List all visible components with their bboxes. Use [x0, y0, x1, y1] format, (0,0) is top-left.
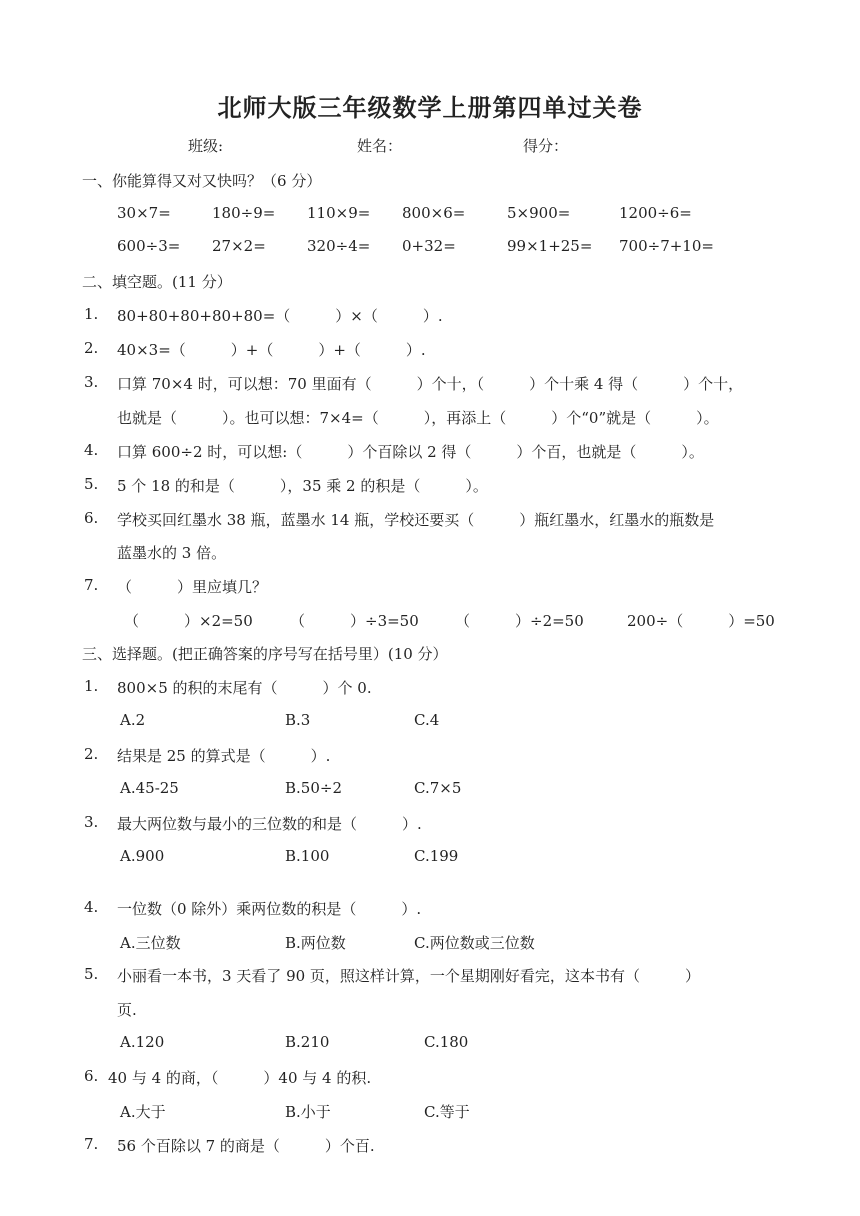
question-text-continued: 蓝墨水的 3 倍。	[117, 544, 227, 562]
question-number: 7.	[84, 1135, 99, 1153]
fill-item: （ ）÷2=50	[455, 612, 584, 630]
option-b: B.两位数	[285, 934, 346, 952]
question-number: 1.	[84, 305, 99, 323]
question-text: （ ）里应填几？	[117, 578, 268, 596]
option-b: B.50÷2	[285, 779, 342, 797]
question-text: 80+80+80+80+80=（ ）×（ ）.	[117, 307, 443, 325]
question-number: 1.	[84, 677, 99, 695]
option-c: C.等于	[424, 1103, 470, 1121]
section-2-heading: 二、填空题。(11 分）	[82, 273, 232, 291]
question-number: 7.	[84, 576, 99, 594]
question-number: 4.	[84, 441, 99, 459]
question-text: 结果是 25 的算式是（ ）.	[117, 747, 331, 765]
question-text: 56 个百除以 7 的商是（ ）个百.	[117, 1137, 375, 1155]
question-number: 3.	[84, 373, 99, 391]
name-label: 姓名：	[357, 137, 403, 155]
question-text: 学校买回红墨水 38 瓶，蓝墨水 14 瓶，学校还要买（ ）瓶红墨水，红墨水的瓶数是	[117, 511, 715, 529]
calc-item: 1200÷6=	[619, 204, 692, 222]
question-text: 40×3=（ ）+（ ）+（ ）.	[117, 341, 426, 359]
option-a: A.三位数	[120, 934, 181, 952]
fill-item: 200÷（ ）=50	[627, 612, 775, 630]
question-number: 2.	[84, 339, 99, 357]
calc-item: 600÷3=	[117, 237, 181, 255]
question-number: 6.	[84, 509, 99, 527]
question-number: 3.	[84, 813, 99, 831]
question-text: 40 与 4 的商，（ ）40 与 4 的积.	[108, 1069, 372, 1087]
question-text: 口算 70×4 时，可以想：70 里面有（ ）个十，（ ）个十乘 4 得（ ）个十，	[117, 375, 744, 393]
option-c: C.4	[414, 711, 440, 729]
option-b: B.小于	[285, 1103, 331, 1121]
option-c: C.199	[414, 847, 459, 865]
question-number: 4.	[84, 898, 99, 916]
question-text-continued: 页.	[117, 1001, 137, 1019]
calc-item: 99×1+25=	[507, 237, 593, 255]
question-text-continued: 也就是（ ）。也可以想：7×4=（ ），再添上（ ）个“0”就是（ ）。	[117, 409, 719, 427]
question-text: 口算 600÷2 时，可以想:（ ）个百除以 2 得（ ）个百，也就是（ ）。	[117, 443, 704, 461]
option-b: B.210	[285, 1033, 330, 1051]
calc-item: 800×6=	[402, 204, 466, 222]
option-a: A.2	[120, 711, 146, 729]
section-1-heading: 一、你能算得又对又快吗？（6 分）	[82, 172, 322, 190]
calc-item: 5×900=	[507, 204, 571, 222]
option-c: C.180	[424, 1033, 469, 1051]
fill-item: （ ）×2=50	[124, 612, 253, 630]
option-a: A.45-25	[120, 779, 179, 797]
question-text: 最大两位数与最小的三位数的和是（ ）.	[117, 815, 422, 833]
calc-item: 110×9=	[307, 204, 371, 222]
calc-item: 180÷9=	[212, 204, 276, 222]
question-text: 一位数（0 除外）乘两位数的积是（ ）.	[117, 900, 422, 918]
calc-item: 30×7=	[117, 204, 171, 222]
question-text: 800×5 的积的末尾有（ ）个 0.	[117, 679, 372, 697]
question-text: 5 个 18 的和是（ ），35 乘 2 的积是（ ）。	[117, 477, 488, 495]
fill-item: （ ）÷3=50	[290, 612, 419, 630]
option-b: B.3	[285, 711, 311, 729]
score-label: 得分：	[523, 137, 569, 155]
page-title: 北师大版三年级数学上册第四单过关卷	[217, 94, 643, 122]
section-3-heading: 三、选择题。(把正确答案的序号写在括号里）(10 分）	[82, 645, 448, 663]
calc-item: 0+32=	[402, 237, 456, 255]
question-number: 2.	[84, 745, 99, 763]
option-c: C.7×5	[414, 779, 462, 797]
calc-item: 320÷4=	[307, 237, 371, 255]
option-c: C.两位数或三位数	[414, 934, 535, 952]
calc-item: 27×2=	[212, 237, 266, 255]
class-label: 班级:	[188, 137, 224, 155]
option-a: A.大于	[120, 1103, 166, 1121]
question-number: 6.	[84, 1067, 99, 1085]
option-a: A.120	[120, 1033, 165, 1051]
question-number: 5.	[84, 965, 99, 983]
calc-item: 700÷7+10=	[619, 237, 714, 255]
option-b: B.100	[285, 847, 330, 865]
question-number: 5.	[84, 475, 99, 493]
option-a: A.900	[120, 847, 165, 865]
question-text: 小丽看一本书，3 天看了 90 页，照这样计算，一个星期刚好看完，这本书有（ ）	[117, 967, 700, 985]
